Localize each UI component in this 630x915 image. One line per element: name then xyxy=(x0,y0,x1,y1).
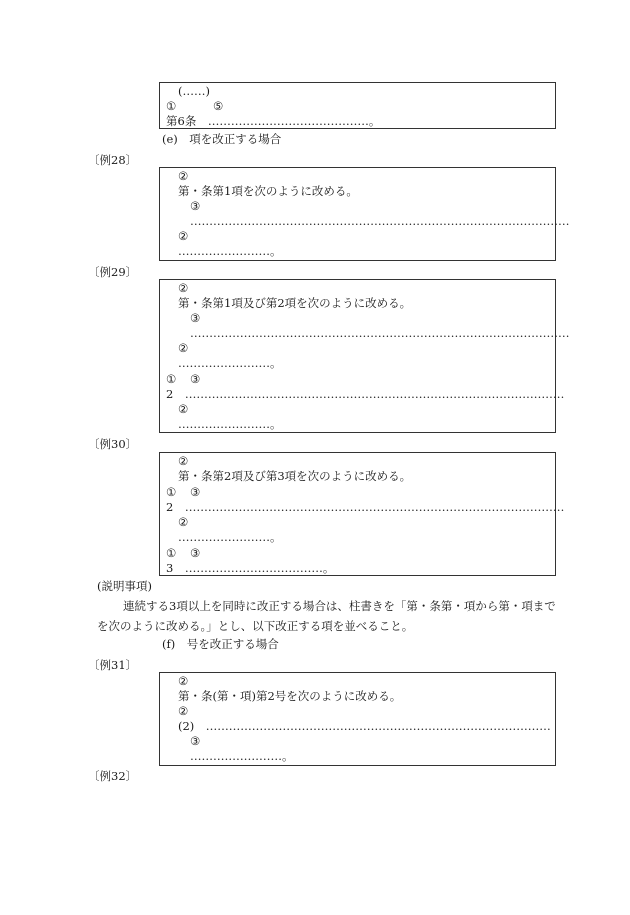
box-line: ……………………………………………………………………………………… xyxy=(190,214,570,228)
box-line: ① xyxy=(166,485,177,499)
section-heading-e: (e) 項を改正する場合 xyxy=(162,132,282,146)
box-line: ③ xyxy=(190,372,201,386)
example-label-28: 〔例28〕 xyxy=(88,153,138,167)
example-label-32: 〔例32〕 xyxy=(88,769,138,783)
explanation-label: (説明事項) xyxy=(97,579,152,593)
box-line: ② xyxy=(178,281,189,295)
box-line: 2 ……………………………………………………………………………………… xyxy=(166,387,565,401)
example-label-29: 〔例29〕 xyxy=(88,265,138,279)
box-line: ② xyxy=(178,454,189,468)
box-line: 第・条第2項及び第3項を次のように改める。 xyxy=(178,469,412,483)
box-line: (2) ……………………………………………………………………………… xyxy=(178,719,551,733)
box-line: 第・条第1項を次のように改める。 xyxy=(178,184,358,198)
box-line: 第・条第1項及び第2項を次のように改める。 xyxy=(178,296,412,310)
box-line: ③ xyxy=(190,546,201,560)
amendment-box-top xyxy=(159,82,556,129)
box-line: ① xyxy=(166,372,177,386)
box-line: 3 ………………………………。 xyxy=(166,561,335,575)
box-line: 第6条 ……………………………………。 xyxy=(166,114,381,128)
box-line: (……) xyxy=(178,84,210,98)
example-label-30: 〔例30〕 xyxy=(88,437,138,451)
box-line: ……………………。 xyxy=(178,530,282,544)
box-line: 2 ……………………………………………………………………………………… xyxy=(166,500,565,514)
box-line: ① xyxy=(166,546,177,560)
box-line: 第・条(第・項)第2号を次のように改める。 xyxy=(178,689,402,703)
box-line: ③ xyxy=(190,485,201,499)
box-line: ……………………。 xyxy=(178,417,282,431)
example-label-31: 〔例31〕 xyxy=(88,658,138,672)
example-box-31 xyxy=(159,672,556,766)
box-line: ② xyxy=(178,229,189,243)
example-box-29 xyxy=(159,279,570,433)
box-line: ② xyxy=(178,515,189,529)
box-line: ③ xyxy=(190,199,201,213)
box-line: ……………………。 xyxy=(178,244,282,258)
box-line: ……………………。 xyxy=(190,749,294,763)
example-box-30 xyxy=(159,452,565,576)
box-line: ② xyxy=(178,674,189,688)
explanation-text: 連続する3項以上を同時に改正する場合は、柱書きを「第・条第・項から第・項までを次のように改める。」とし、以下改正する項を並べること。 xyxy=(97,599,556,633)
box-line: ……………………。 xyxy=(178,356,282,370)
box-line: ……………………………………………………………………………………… xyxy=(190,326,570,340)
box-line: ① xyxy=(166,99,177,113)
box-line: ⑤ xyxy=(213,99,224,113)
box-line: ② xyxy=(178,169,189,183)
box-line: ② xyxy=(178,402,189,416)
section-heading-f: (f) 号を改正する場合 xyxy=(162,637,279,651)
box-line: ② xyxy=(178,704,189,718)
box-line: ② xyxy=(178,341,189,355)
box-line: ③ xyxy=(190,311,201,325)
example-box-28 xyxy=(159,167,570,261)
box-line: ③ xyxy=(190,734,201,748)
